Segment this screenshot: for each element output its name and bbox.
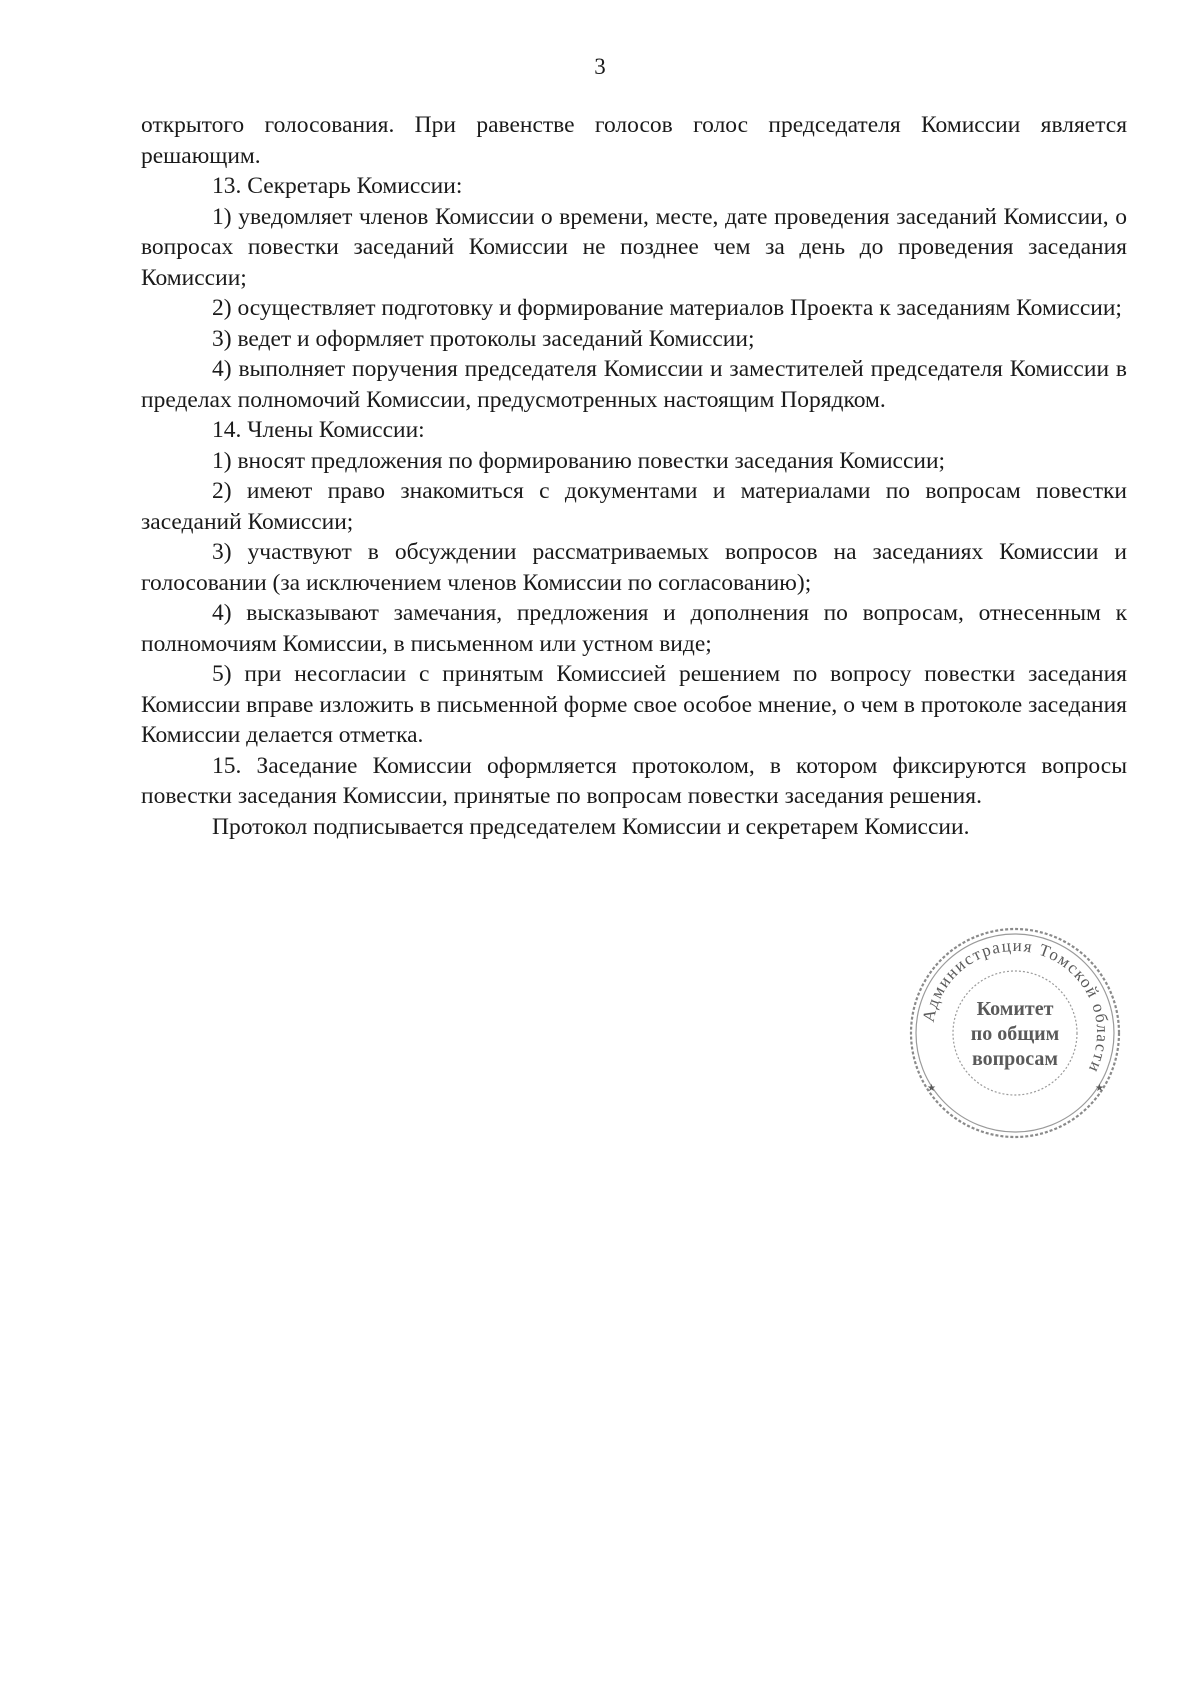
paragraph: 3) участвуют в обсуждении рассматриваемых вопросов на заседаниях Комиссии и голосовании (за исключением членов Комиссии по согласованию); <box>141 539 1127 596</box>
document-body <box>141 110 1127 842</box>
paragraph: 1) вносят предложения по формированию повестки заседания Комиссии; <box>212 447 946 474</box>
paragraph: открытого голосования. При равенстве голосов голос председателя Комиссии является решающим. <box>141 112 1127 169</box>
stamp-center-line: вопросам <box>971 1048 1059 1070</box>
section-heading: 13. Секретарь Комиссии: <box>212 173 463 199</box>
paragraph: 3) ведет и оформляет протоколы заседаний Комиссии; <box>212 325 755 352</box>
paragraph: 2) осуществляет подготовку и формирование материалов Проекта к заседаниям Комиссии; <box>212 295 1122 321</box>
paragraph: 15. Заседание Комиссии оформляется протоколом, в котором фиксируются вопросы повестки заседания Комиссии, принятые по вопросам повестки заседания решения. <box>141 752 1127 809</box>
paragraph: 5) при несогласии с принятым Комиссией решением по вопросу повестки заседания Комиссии вправе изложить в письменной форме свое особое мнение, о чем в протоколе заседания Комиссии делается отметка. <box>141 661 1127 748</box>
paragraph: 1) уведомляет членов Комиссии о времени, месте, дате проведения заседаний Комиссии, о вопросах повестки заседаний Комиссии не позднее чем за день до проведения заседания Комиссии; <box>141 203 1127 291</box>
paragraph: 4) высказывают замечания, предложения и дополнения по вопросам, отнесенным к полномочиям Комиссии, в письменном или устном виде; <box>141 600 1127 657</box>
stamp-seal-icon <box>905 923 1125 1143</box>
stamp-star-icon: ★ <box>1095 1083 1104 1094</box>
stamp-star-icon: ★ <box>927 1083 936 1094</box>
stamp-ring-text: Администрация Томской области <box>918 935 1113 1077</box>
section-heading: 14. Члены Комиссии: <box>212 417 425 443</box>
paragraph: 4) выполняет поручения председателя Комиссии и заместителей председателя Комиссии в пределах полномочий Комиссии, предусмотренных настоящим Порядком. <box>141 356 1127 413</box>
official-stamp <box>905 923 1125 1143</box>
stamp-center-line: по общим <box>970 1023 1060 1045</box>
page-number: 3 <box>594 54 606 79</box>
paragraph: Протокол подписывается председателем Комиссии и секретарем Комиссии. <box>212 813 970 840</box>
stamp-center-line: Комитет <box>976 998 1054 1020</box>
paragraph: 2) имеют право знакомиться с документами и материалами по вопросам повестки заседаний Комиссии; <box>141 478 1127 535</box>
